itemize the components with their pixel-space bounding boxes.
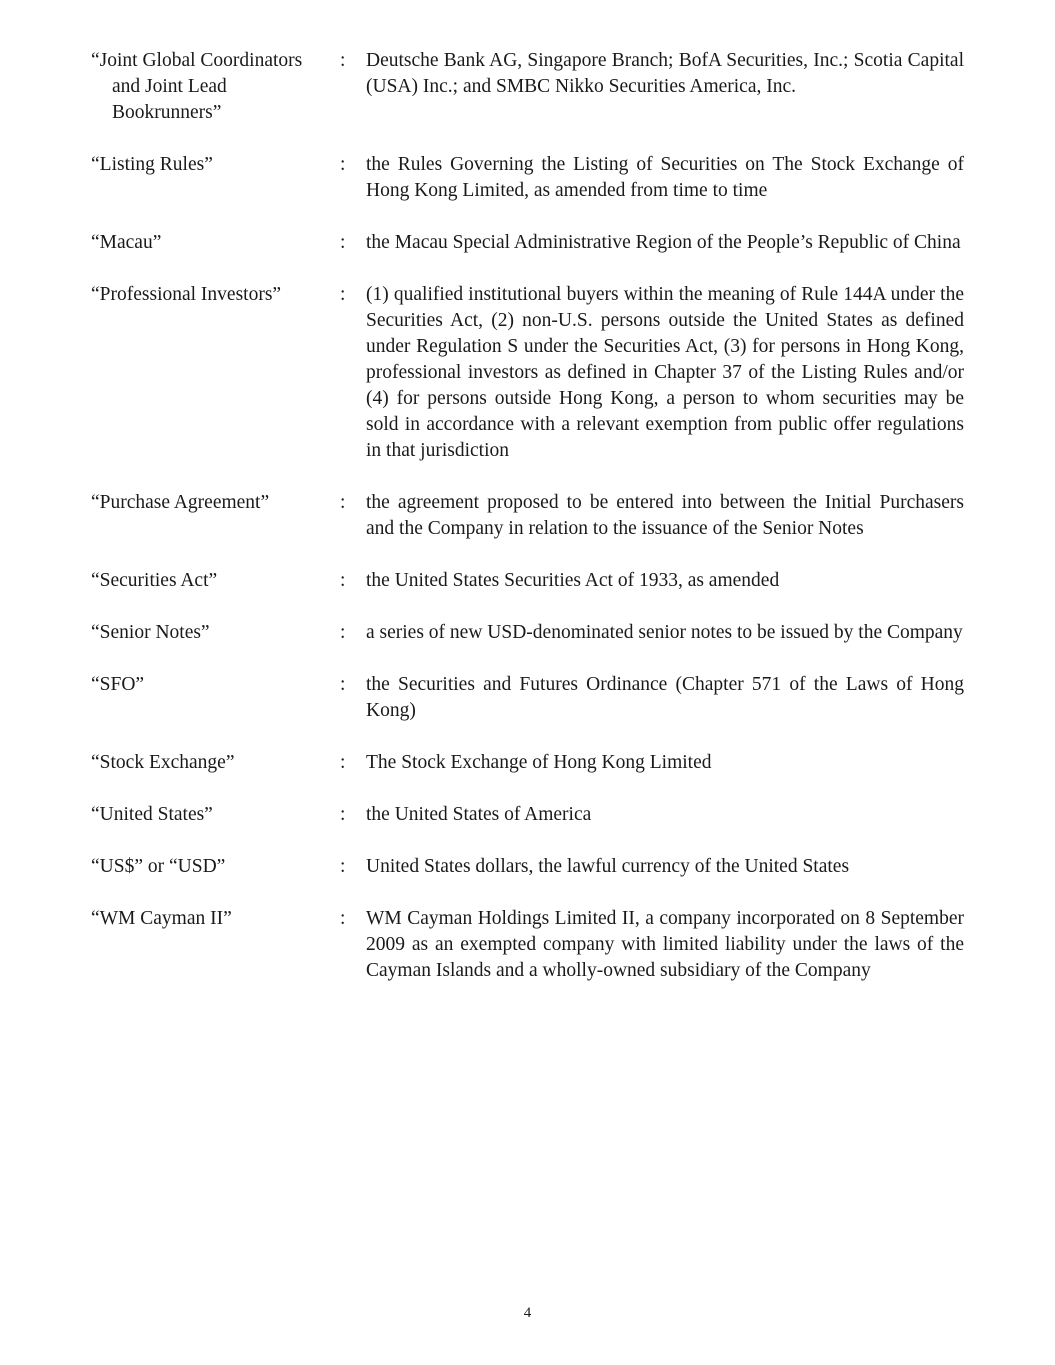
definition-row [91,906,964,984]
definition-meaning: the United States of America [366,804,592,825]
definition-term: “WM Cayman II” [91,908,232,929]
definition-row [91,282,964,464]
definition-row [91,152,964,204]
definition-term: “United States” [91,804,213,825]
definition-meaning: the United States Securities Act of 1933, as amended [366,570,780,591]
definition-row [91,620,964,646]
definition-row [91,568,964,594]
definition-separator: : [340,622,346,643]
definition-term: “Purchase Agreement” [91,492,270,513]
definition-meaning: the agreement proposed to be entered into between the Initial Purchasers and the Company in relation to the issuance of the Senior Notes [366,492,964,539]
definition-term: “Macau” [91,232,162,253]
definition-term: “SFO” [91,674,145,695]
definition-meaning: the Macau Special Administrative Region of the People’s Republic of China [366,232,961,253]
definition-meaning: Deutsche Bank AG, Singapore Branch; BofA Securities, Inc.; Scotia Capital (USA) Inc.; and SMBC Nikko Securities America, Inc. [366,50,964,97]
definition-row [91,672,964,724]
definition-term: “US$” or “USD” [91,856,226,877]
definition-separator: : [340,856,346,877]
definition-separator: : [340,492,346,513]
page-number: 4 [523,1305,532,1321]
definition-term: “Securities Act” [91,570,218,591]
definition-term: “Listing Rules” [91,154,213,175]
definition-term: “Stock Exchange” [91,752,235,773]
definition-term: “Professional Investors” [91,284,282,305]
definition-row [91,48,964,126]
definition-meaning: WM Cayman Holdings Limited II, a company incorporated on 8 September 2009 as an exempted company with limited liability under the laws of the Cayman Islands and a wholly-owned subsidiary of the Company [366,908,964,981]
definition-row [91,490,964,542]
definition-separator: : [340,50,346,71]
definition-meaning: The Stock Exchange of Hong Kong Limited [366,752,712,773]
definition-term: “Joint Global Coordinators and Joint Lead Bookrunners” [91,50,303,123]
definition-separator: : [340,570,346,591]
definition-separator: : [340,674,346,695]
definition-separator: : [340,232,346,253]
definition-meaning: the Securities and Futures Ordinance (Chapter 571 of the Laws of Hong Kong) [366,674,964,721]
definition-separator: : [340,752,346,773]
definitions-list [91,48,964,1010]
definition-term: “Senior Notes” [91,622,210,643]
definition-separator: : [340,804,346,825]
definition-separator: : [340,284,346,305]
definition-separator: : [340,908,346,929]
definition-meaning: United States dollars, the lawful currency of the United States [366,856,850,877]
definition-separator: : [340,154,346,175]
definition-row [91,802,964,828]
definition-row [91,750,964,776]
definition-meaning: the Rules Governing the Listing of Securities on The Stock Exchange of Hong Kong Limited, as amended from time to time [366,154,964,201]
definition-meaning: a series of new USD-denominated senior notes to be issued by the Company [366,622,963,643]
definition-row [91,230,964,256]
definition-meaning: (1) qualified institutional buyers within the meaning of Rule 144A under the Securities Act, (2) non-U.S. persons outside the United States as defined under Regulation S under the Securities Act, (3) for persons in Hong Kong, professional investors as defined in Chapter 37 of the Listing Rules and/or (4) for persons outside Hong Kong, a person to whom securities may be sold in accordance with a relevant exemption from public offer regulations in that jurisdiction [366,284,964,461]
definition-row [91,854,964,880]
